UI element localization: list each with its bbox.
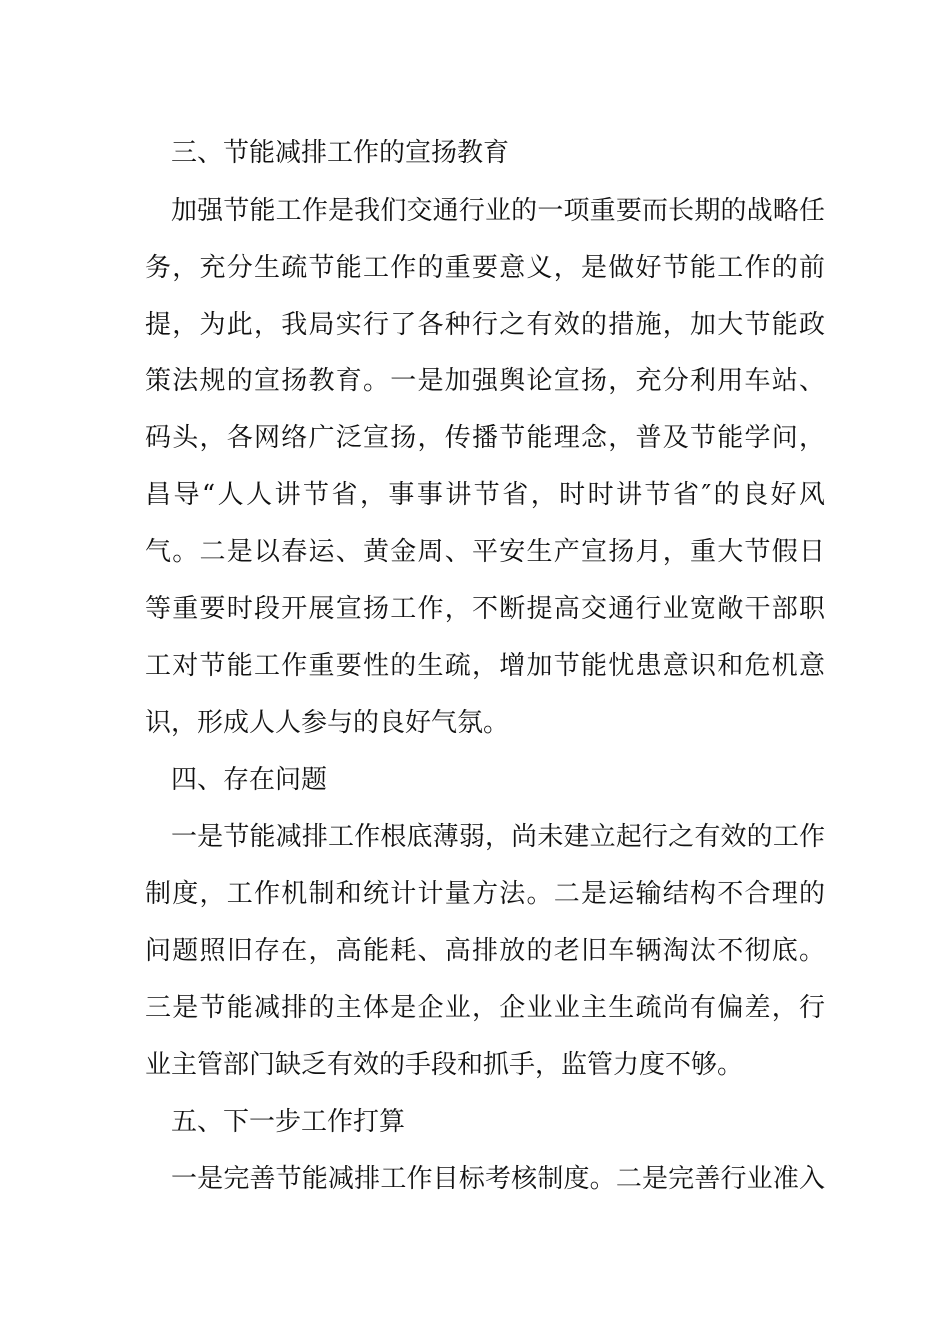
paragraph-line: 问题照旧存在，高能耗、高排放的老旧车辆淘汰不彻底。 [145,936,825,966]
paragraph-line: 业主管部门缺乏有效的手段和抓手，监管力度不够。 [145,1050,744,1080]
paragraph-line: 工对节能工作重要性的生疏，增加节能忧患意识和危机意 [145,651,825,681]
paragraph-line: 码头，各网络广泛宣扬，传播节能理念，普及节能学问， [145,423,825,453]
paragraph-line: 务，充分生疏节能工作的重要意义，是做好节能工作的前 [145,253,825,283]
paragraph-line: 三是节能减排的主体是企业，企业业主生疏尚有偏差，行 [145,993,825,1023]
section-heading-4: 四、存在问题 [171,765,328,795]
paragraph-line: 策法规的宣扬教育。一是加强舆论宣扬，充分利用车站、 [145,366,825,396]
paragraph-line: 一是完善节能减排工作目标考核制度。二是完善行业准入 [171,1164,825,1194]
paragraph-line: 加强节能工作是我们交通行业的一项重要而长期的战略任 [171,196,825,226]
paragraph-line: 一是节能减排工作根底薄弱，尚未建立起行之有效的工作 [171,822,825,852]
paragraph-line: 识，形成人人参与的良好气氛。 [145,708,510,738]
paragraph-line: 制度，工作机制和统计计量方法。二是运输结构不合理的 [145,879,825,909]
paragraph-line: 等重要时段开展宣扬工作，不断提高交通行业宽敞干部职 [145,594,825,624]
paragraph-line: 昌导“人人讲节省，事事讲节省，时时讲节省″的良好风 [145,480,825,510]
section-heading-3: 三、节能减排工作的宣扬教育 [171,138,510,168]
paragraph-line: 气。二是以春运、黄金周、平安生产宣扬月，重大节假日 [145,537,825,567]
section-heading-5: 五、下一步工作打算 [171,1107,406,1137]
paragraph-line: 提，为此，我局实行了各种行之有效的措施，加大节能政 [145,310,825,340]
